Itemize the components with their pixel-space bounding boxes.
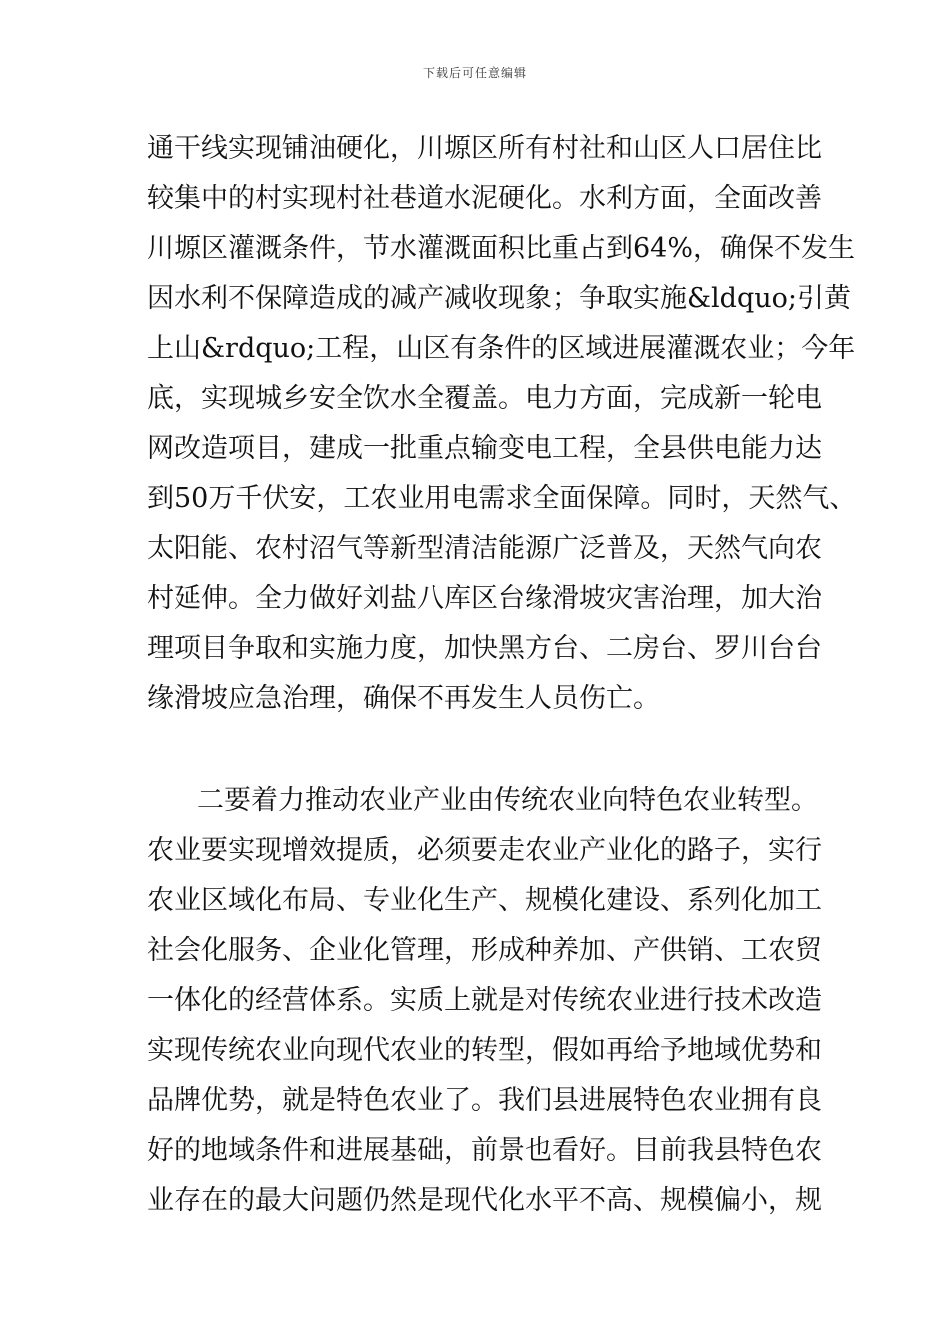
page-header: 下载后可任意编辑	[422, 66, 527, 80]
text-line: 品牌优势，就是特色农业了。我们县进展特色农业拥有良	[147, 1085, 822, 1116]
text-line: 到50万千伏安，工农业用电需求全面保障。同时，天然气、	[147, 483, 857, 514]
text-line: 理项目争取和实施力度，加快黑方台、二房台、罗川台台	[147, 633, 822, 664]
text-line: 好的地域条件和进展基础，前景也看好。目前我县特色农	[147, 1135, 822, 1166]
text-line: 社会化服务、企业化管理，形成种养加、产供销、工农贸	[147, 935, 822, 966]
text-line: 缘滑坡应急治理，确保不再发生人员伤亡。	[147, 683, 660, 714]
text-line: 一体化的经营体系。实质上就是对传统农业进行技术改造	[147, 985, 822, 1016]
text-line: 农业要实现增效提质，必须要走农业产业化的路子，实行	[147, 835, 822, 866]
text-line: 通干线实现铺油硬化，川塬区所有村社和山区人口居住比	[147, 133, 822, 164]
text-line: 实现传统农业向现代农业的转型，假如再给予地域优势和	[147, 1035, 822, 1066]
text-line: 网改造项目，建成一批重点输变电工程，全县供电能力达	[147, 433, 822, 464]
text-line: 较集中的村实现村社巷道水泥硬化。水利方面，全面改善	[147, 183, 822, 214]
text-line: 二要着力推动农业产业由传统农业向特色农业转型。	[197, 785, 818, 816]
text-line: 农业区域化布局、专业化生产、规模化建设、系列化加工	[147, 885, 822, 916]
text-line: 村延伸。全力做好刘盐八库区台缘滑坡灾害治理，加大治	[147, 583, 822, 614]
text-line: 川塬区灌溉条件，节水灌溉面积比重占到64%，确保不发生	[147, 233, 856, 264]
text-line: 上山&rdquo;工程，山区有条件的区域进展灌溉农业；今年	[147, 333, 856, 364]
text-line: 因水利不保障造成的减产减收现象；争取实施&ldquo;引黄	[147, 283, 851, 314]
text-line: 底，实现城乡安全饮水全覆盖。电力方面，完成新一轮电	[147, 383, 822, 414]
text-line: 太阳能、农村沼气等新型清洁能源广泛普及，天然气向农	[147, 533, 822, 564]
text-line: 业存在的最大问题仍然是现代化水平不高、规模偏小，规	[147, 1185, 822, 1216]
